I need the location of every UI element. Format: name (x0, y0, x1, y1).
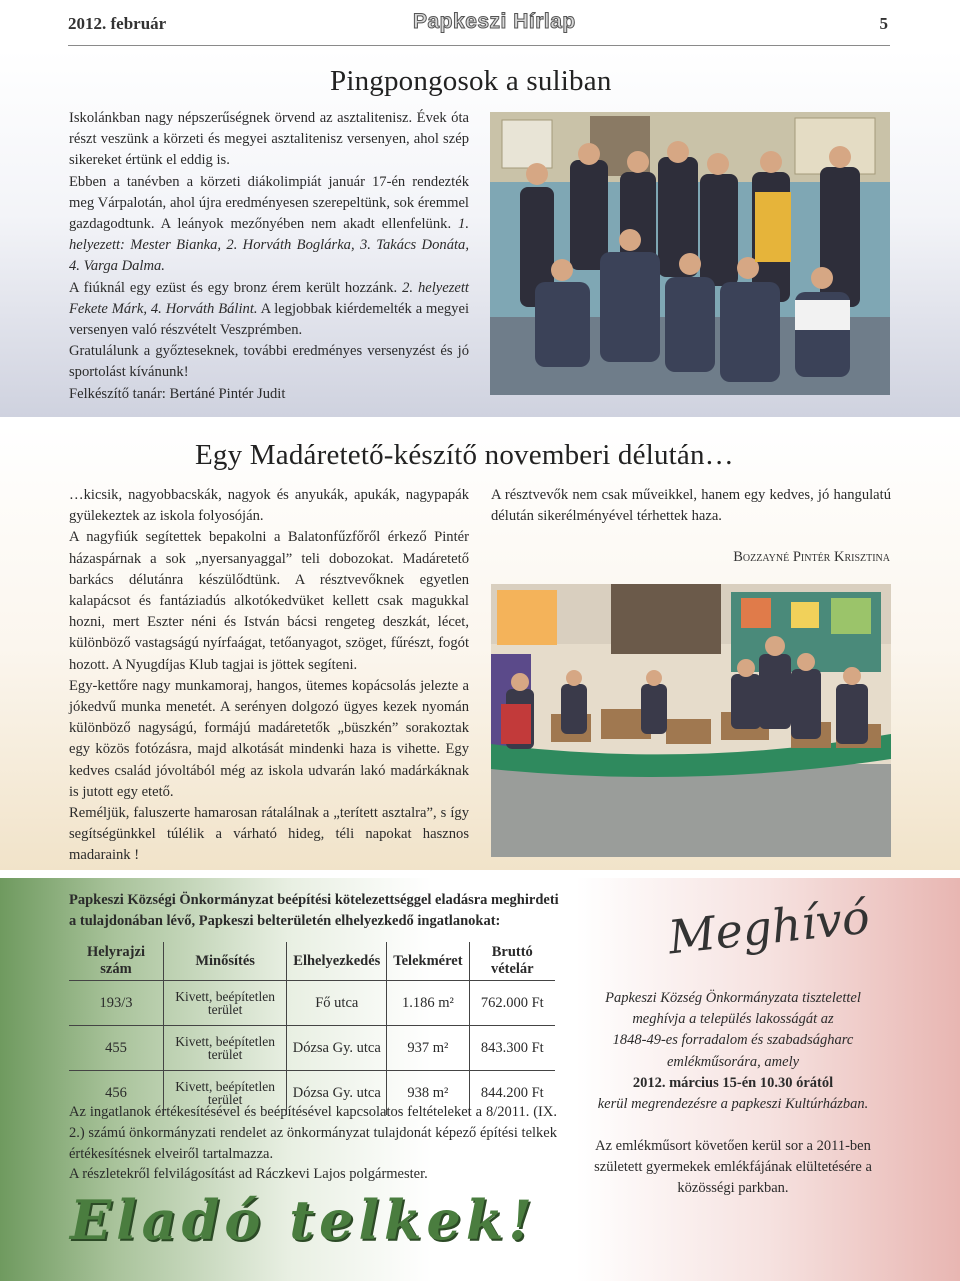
teacher-credit: Felkészítő tanár: Bertáné Pintér Judit (69, 385, 286, 402)
birdfeeder-group-photo (491, 584, 891, 857)
lot-location: Fő utca (287, 981, 387, 1026)
page-number: 5 (879, 14, 888, 33)
invitation-body: Papkeszi Község Önkormányzata tisztelettel meghívja a település lakosságát az 1848-49-es forradalom és szabadságharc emlékműsorára, amely 2012. március 15-én 10.30 órától kerül megrendezésre a papkeszi Kultúrházban. (578, 988, 888, 1115)
invitation-note: Az emlékműsort követően kerül sor a 2011-ben született gyermekek emlékfájának elültetésére a közösségi parkban. (594, 1138, 872, 1196)
col-header: Minősítés (163, 942, 286, 981)
lot-classification: Kivett, beépítetlen terület (163, 1026, 286, 1071)
boys-results: 2. helyezett Fekete Márk, 4. Horváth Bálint. (69, 279, 469, 317)
table-header-row (69, 942, 555, 981)
article-body-birdfeeder (69, 485, 469, 867)
lot-price: 844.200 Ft (469, 1071, 555, 1116)
paragraph: …kicsik, nagyobbacskák, nagyok és anyukák, apukák, nagypapák gyülekeztek az iskola folyosóján. (69, 487, 469, 525)
lot-size: 938 m² (387, 1071, 469, 1116)
lot-number: 456 (69, 1071, 163, 1116)
paragraph: A nagyfiúk segítettek bepakolni a Balatonfűzfőről érkező Pintér házaspárnak a sok „nyersanyaggal” teli dobozokat. Madáretető barkács délutánra készülődtünk. A résztvevőknek egyetlen kalapácsot és fantáziadús alkotókedvüket kellett csak magukkal hozni, mert Eszter néni és István bácsi rengeteg deszkát, lécet, különböző vastagságú nyírfaágat, tetőanyagot, szöget, fűrészt, fogót hozott. A Nyugdíjas Klub tagjai is jöttek segíteni. (69, 529, 469, 673)
col-header: Helyrajzi szám (69, 942, 163, 981)
page-header (68, 0, 890, 46)
article-closing: A résztvevők nem csak műveikkel, hanem egy kedves, jó hangulatú délután sikerélményével térhettek haza. (491, 487, 891, 525)
invitation-title: Meghívó (665, 889, 873, 965)
lot-number: 455 (69, 1026, 163, 1071)
newspaper-title: Papkeszi Hírlap (413, 10, 576, 33)
table-row (69, 1026, 555, 1071)
lot-size: 1.186 m² (387, 981, 469, 1026)
article-title-pingpong: Pingpongosok a suliban (330, 65, 612, 97)
sale-contact: A részletekről felvilágosítást ad Ráczkevi Lajos polgármester. (69, 1166, 428, 1182)
lot-price: 843.300 Ft (469, 1026, 555, 1071)
col-header: Bruttó vételár (469, 942, 555, 981)
lot-location: Dózsa Gy. utca (287, 1071, 387, 1116)
lot-classification: Kivett, beépítetlen terület (163, 981, 286, 1026)
lot-classification: Kivett, beépítetlen terület (163, 1071, 286, 1116)
lot-size: 937 m² (387, 1026, 469, 1071)
col-header: Telekméret (387, 942, 469, 981)
paragraph: Egy-kettőre nagy munkamoraj, hangos, ütemes kopácsolás jelezte a jókedvű munka menetét. A serényen dolgozó ügyes kezek nyomán különböző nagyságú, formájú madáretetők „büszkén” sorakoztak egy közös fotózásra, majd alkotását mindenki haza is vihette. Egy kedves család jóvoltából még az iskola udvarán lakó madárkáknak is jutott egy etető. (69, 677, 469, 800)
article-title-birdfeeder: Egy Madáretető-készítő novemberi délután… (195, 439, 734, 471)
col-header: Elhelyezkedés (287, 942, 387, 981)
paragraph: Iskolánkban nagy népszerűségnek örvend az asztalitenisz. Évek óta részt veszünk a körzeti és megyei asztalitenisz versenyen, ahol szép sikereket értünk el eddig is. (69, 110, 469, 169)
issue-date: 2012. február (68, 14, 167, 33)
for-sale-banner: Eladó telkek! (70, 1188, 537, 1252)
sale-note: Az ingatlanok értékesítésével és beépítésével kapcsolatos feltételeket a 8/2011. (IX. 2.) számú önkormányzati rendelet az önkormányzat tulajdonát képező építési telkek értékesítésnek elveiről tartalmazza. (69, 1104, 557, 1162)
table-row (69, 981, 555, 1026)
paragraph: Gratulálunk a győzteseknek, további eredményes versenyzést és jó sportolást kívánunk! (69, 343, 469, 381)
paragraph: A fiúknál egy ezüst és egy bronz érem került hozzánk. 2. helyezett Fekete Márk, 4. Horváth Bálint. A legjobbak kiérdemelték a megyei versenyen való részvételt Veszprémben. (69, 279, 470, 339)
table-tennis-team-photo (490, 112, 890, 395)
event-date: 2012. március 15-én 10.30 órától (632, 1074, 834, 1091)
lot-number: 193/3 (69, 981, 163, 1026)
paragraph: Ebben a tanévben a körzeti diákolimpiát január 17-én rendezték meg Várpalotán, ahol újra eredményesen szerepeltünk, sok éremmel gazdagodtunk. A leányok mezőnyében nem akadt ellenfelünk. 1. helyezett: Mester Bianka, 2. Horváth Boglárka, 3. Takács Donáta, 4. Varga Dalma. (69, 173, 469, 275)
property-table (69, 942, 555, 1115)
lot-location: Dózsa Gy. utca (287, 1026, 387, 1071)
lot-price: 762.000 Ft (469, 981, 555, 1026)
girls-results: 1. helyezett: Mester Bianka, 2. Horváth Boglárka, 3. Takács Donáta, 4. Varga Dalma. (69, 216, 469, 275)
paragraph: Reméljük, faluszerte hamarosan rátalálnak a „terített asztalra”, s így segítségünkkel túlélik a várható hideg, téli napokat hasznos madaraink ! (69, 805, 469, 864)
sale-intro: Papkeszi Községi Önkormányzat beépítési kötelezettséggel eladásra meghirdeti a tulajdonában lévő, Papkeszi belterületén elhelyezkedő ingatlanokat: (69, 892, 559, 929)
article-author: Bozzayné Pintér Krisztina (733, 549, 890, 565)
article-body-pingpong (69, 108, 469, 405)
